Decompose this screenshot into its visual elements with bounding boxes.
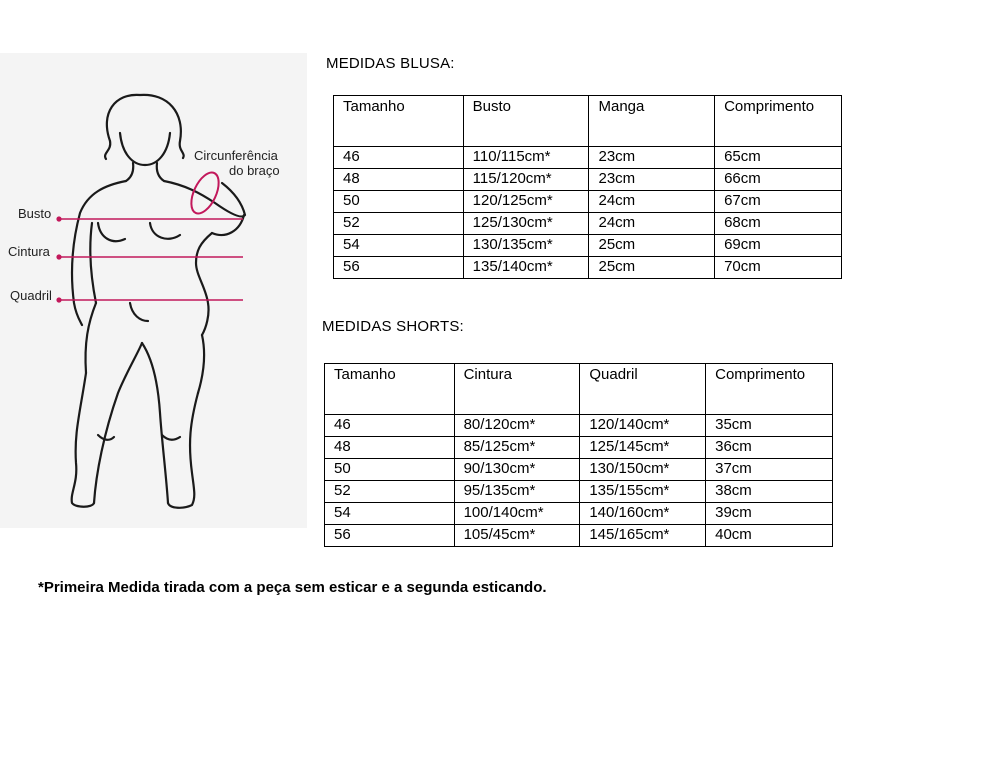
table-cell: 40cm	[706, 525, 833, 547]
table-cell: 140/160cm*	[580, 503, 706, 525]
header-cell: Busto	[463, 96, 589, 147]
table-row	[325, 481, 833, 503]
table-cell: 52	[334, 213, 464, 235]
table-cell: 24cm	[589, 191, 715, 213]
header-cell: Cintura	[454, 364, 580, 415]
table-cell: 115/120cm*	[463, 169, 589, 191]
footnote: *Primeira Medida tirada com a peça sem esticar e a segunda esticando.	[38, 579, 547, 596]
table-row	[325, 503, 833, 525]
table-cell: 46	[334, 147, 464, 169]
table-cell: 145/165cm*	[580, 525, 706, 547]
table-cell: 135/140cm*	[463, 257, 589, 279]
table-cell: 50	[325, 459, 455, 481]
table-cell: 105/45cm*	[454, 525, 580, 547]
table-row	[334, 147, 842, 169]
table-cell: 125/145cm*	[580, 437, 706, 459]
table-row	[334, 169, 842, 191]
table-cell: 54	[334, 235, 464, 257]
table-cell: 70cm	[715, 257, 842, 279]
table-cell: 120/125cm*	[463, 191, 589, 213]
table-cell: 65cm	[715, 147, 842, 169]
table-cell: 80/120cm*	[454, 415, 580, 437]
shorts-title: MEDIDAS SHORTS:	[322, 318, 464, 335]
table-cell: 46	[325, 415, 455, 437]
table-cell: 66cm	[715, 169, 842, 191]
table-cell: 23cm	[589, 169, 715, 191]
table-cell: 130/150cm*	[580, 459, 706, 481]
arm-label-line2: do braço	[229, 163, 280, 178]
table-cell: 37cm	[706, 459, 833, 481]
table-cell: 25cm	[589, 257, 715, 279]
table-row	[325, 437, 833, 459]
table-cell: 50	[334, 191, 464, 213]
table-cell: 38cm	[706, 481, 833, 503]
bust-label: Busto	[18, 206, 52, 221]
table-cell: 125/130cm*	[463, 213, 589, 235]
table-cell: 95/135cm*	[454, 481, 580, 503]
table-cell: 25cm	[589, 235, 715, 257]
table-cell: 56	[325, 525, 455, 547]
table-cell: 23cm	[589, 147, 715, 169]
body-outline-illustration	[0, 53, 307, 528]
table-header-row	[334, 96, 842, 147]
header-cell: Manga	[589, 96, 715, 147]
header-cell: Tamanho	[334, 96, 464, 147]
table-cell: 67cm	[715, 191, 842, 213]
blusa-title: MEDIDAS BLUSA:	[326, 55, 455, 72]
table-cell: 90/130cm*	[454, 459, 580, 481]
body-measurement-figure	[0, 53, 307, 528]
table-cell: 110/115cm*	[463, 147, 589, 169]
header-cell: Quadril	[580, 364, 706, 415]
table-cell: 68cm	[715, 213, 842, 235]
table-row	[334, 257, 842, 279]
table-cell: 24cm	[589, 213, 715, 235]
table-cell: 100/140cm*	[454, 503, 580, 525]
table-header-row	[325, 364, 833, 415]
table-cell: 48	[325, 437, 455, 459]
shorts-size-table	[324, 363, 833, 547]
table-cell: 135/155cm*	[580, 481, 706, 503]
table-cell: 39cm	[706, 503, 833, 525]
table-cell: 48	[334, 169, 464, 191]
table-row	[325, 415, 833, 437]
table-row	[325, 525, 833, 547]
table-cell: 56	[334, 257, 464, 279]
waist-label: Cintura	[8, 244, 50, 259]
table-cell: 85/125cm*	[454, 437, 580, 459]
blusa-size-table	[333, 95, 842, 279]
table-cell: 130/135cm*	[463, 235, 589, 257]
header-cell: Tamanho	[325, 364, 455, 415]
table-cell: 35cm	[706, 415, 833, 437]
arm-label-line1: Circunferência	[194, 148, 278, 163]
table-cell: 52	[325, 481, 455, 503]
table-row	[334, 213, 842, 235]
header-cell: Comprimento	[715, 96, 842, 147]
table-cell: 120/140cm*	[580, 415, 706, 437]
table-row	[334, 235, 842, 257]
table-cell: 36cm	[706, 437, 833, 459]
table-cell: 54	[325, 503, 455, 525]
table-row	[334, 191, 842, 213]
header-cell: Comprimento	[706, 364, 833, 415]
table-cell: 69cm	[715, 235, 842, 257]
table-row	[325, 459, 833, 481]
hip-label: Quadril	[10, 288, 52, 303]
